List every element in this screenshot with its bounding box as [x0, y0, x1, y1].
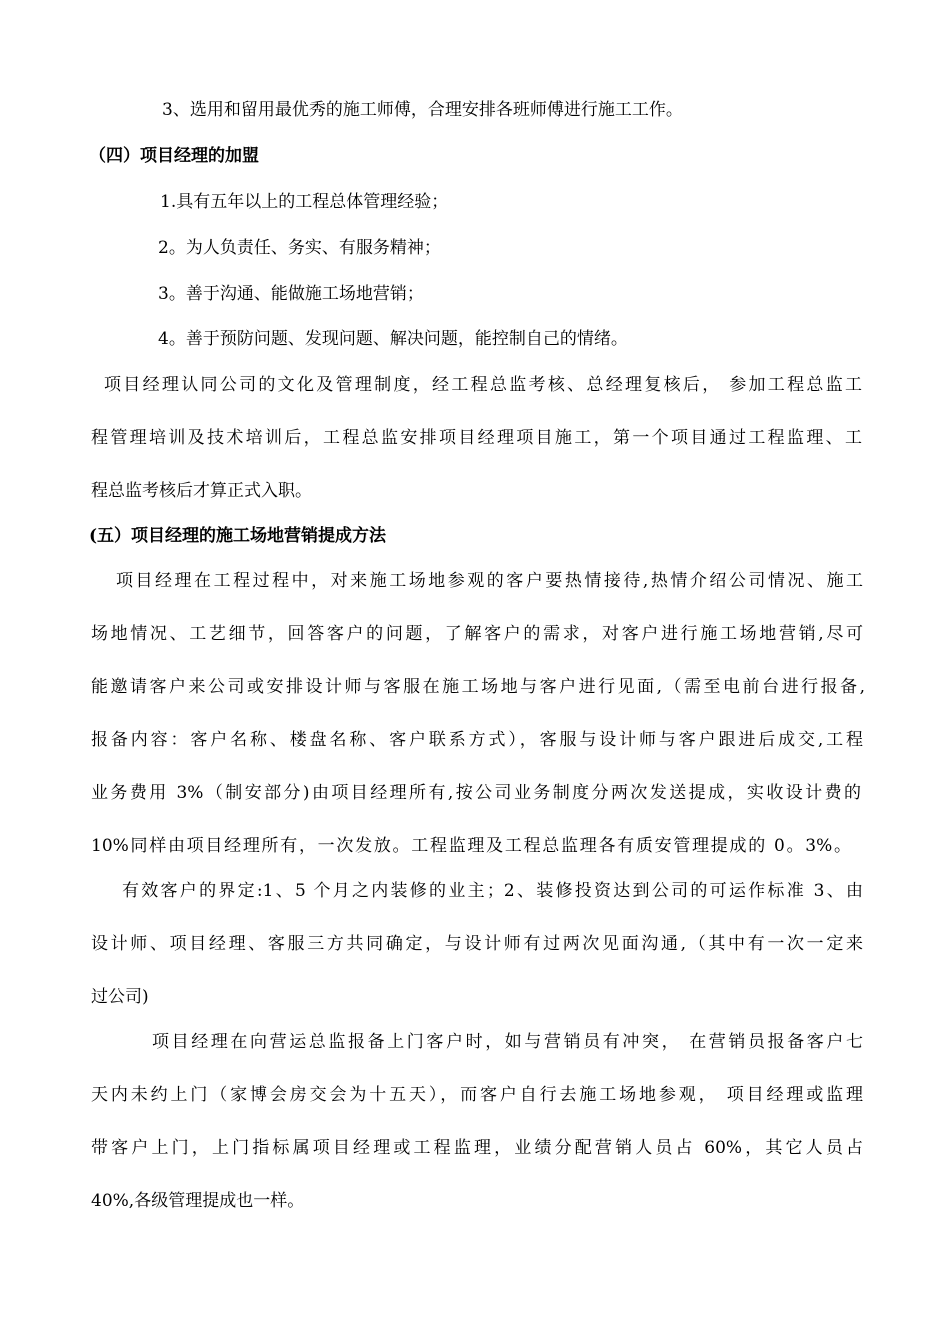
paragraph-line: 业务费用 3%（制安部分)由项目经理所有,按公司业务制度分两次发送提成，实收设计费的: [91, 783, 861, 803]
section-heading-4: （四）项目经理的加盟: [89, 146, 259, 166]
paragraph-line: 项目经理认同公司的文化及管理制度，经工程总监考核、总经理复核后， 参加工程总监工: [104, 375, 862, 395]
list-item-3-select-workers: 3、选用和留用最优秀的施工师傅，合理安排各班师傅进行施工工作。: [162, 100, 683, 120]
paragraph-line: 天内未约上门（家博会房交会为十五天），而客户自行去施工场地参观， 项目经理或监理: [91, 1085, 863, 1105]
requirement-item-2: 2。为人负责任、务实、有服务精神；: [158, 238, 441, 258]
requirement-item-4: 4。善于预防问题、发现问题、解决问题，能控制自己的情绪。: [158, 329, 628, 349]
paragraph-line: 过公司): [91, 987, 149, 1007]
requirement-item-1: 1.具有五年以上的工程总体管理经验；: [160, 192, 449, 212]
section-heading-5: (五）项目经理的施工场地营销提成方法: [89, 526, 387, 546]
paragraph-line: 项目经理在向营运总监报备上门客户时，如与营销员有冲突， 在营销员报备客户七: [152, 1032, 863, 1052]
paragraph-line: 项目经理在工程过程中，对来施工场地参观的客户要热情接待,热情介绍公司情况、施工: [116, 571, 863, 591]
paragraph-line: 程总监考核后才算正式入职。: [91, 481, 312, 501]
paragraph-line: 设计师、项目经理、客服三方共同确定，与设计师有过两次见面沟通,（其中有一次一定来: [91, 934, 863, 954]
paragraph-line: 程管理培训及技术培训后，工程总监安排项目经理项目施工，第一个项目通过工程监理、工: [91, 428, 862, 448]
paragraph-line: 带客户上门，上门指标属项目经理或工程监理，业绩分配营销人员占 60%，其它人员占: [91, 1138, 863, 1158]
paragraph-line: 能邀请客户来公司或安排设计师与客服在施工场地与客户进行见面,（需至电前台进行报备,: [91, 677, 865, 697]
paragraph-line: 10%同样由项目经理所有，一次发放。工程监理及工程总监理各有质安管理提成的 0。3%。: [91, 836, 851, 856]
paragraph-line: 有效客户的界定:1、5 个月之内装修的业主；2、装修投资达到公司的可运作标准 3、由: [122, 881, 863, 901]
paragraph-line: 40%,各级管理提成也一样。: [91, 1191, 305, 1211]
paragraph-line: 场地情况、工艺细节，回答客户的问题，了解客户的需求，对客户进行施工场地营销,尽可: [91, 624, 863, 644]
requirement-item-3: 3。善于沟通、能做施工场地营销；: [158, 284, 424, 304]
paragraph-line: 报备内容：客户名称、楼盘名称、客户联系方式），客服与设计师与客户跟进后成交,工程: [91, 730, 863, 750]
